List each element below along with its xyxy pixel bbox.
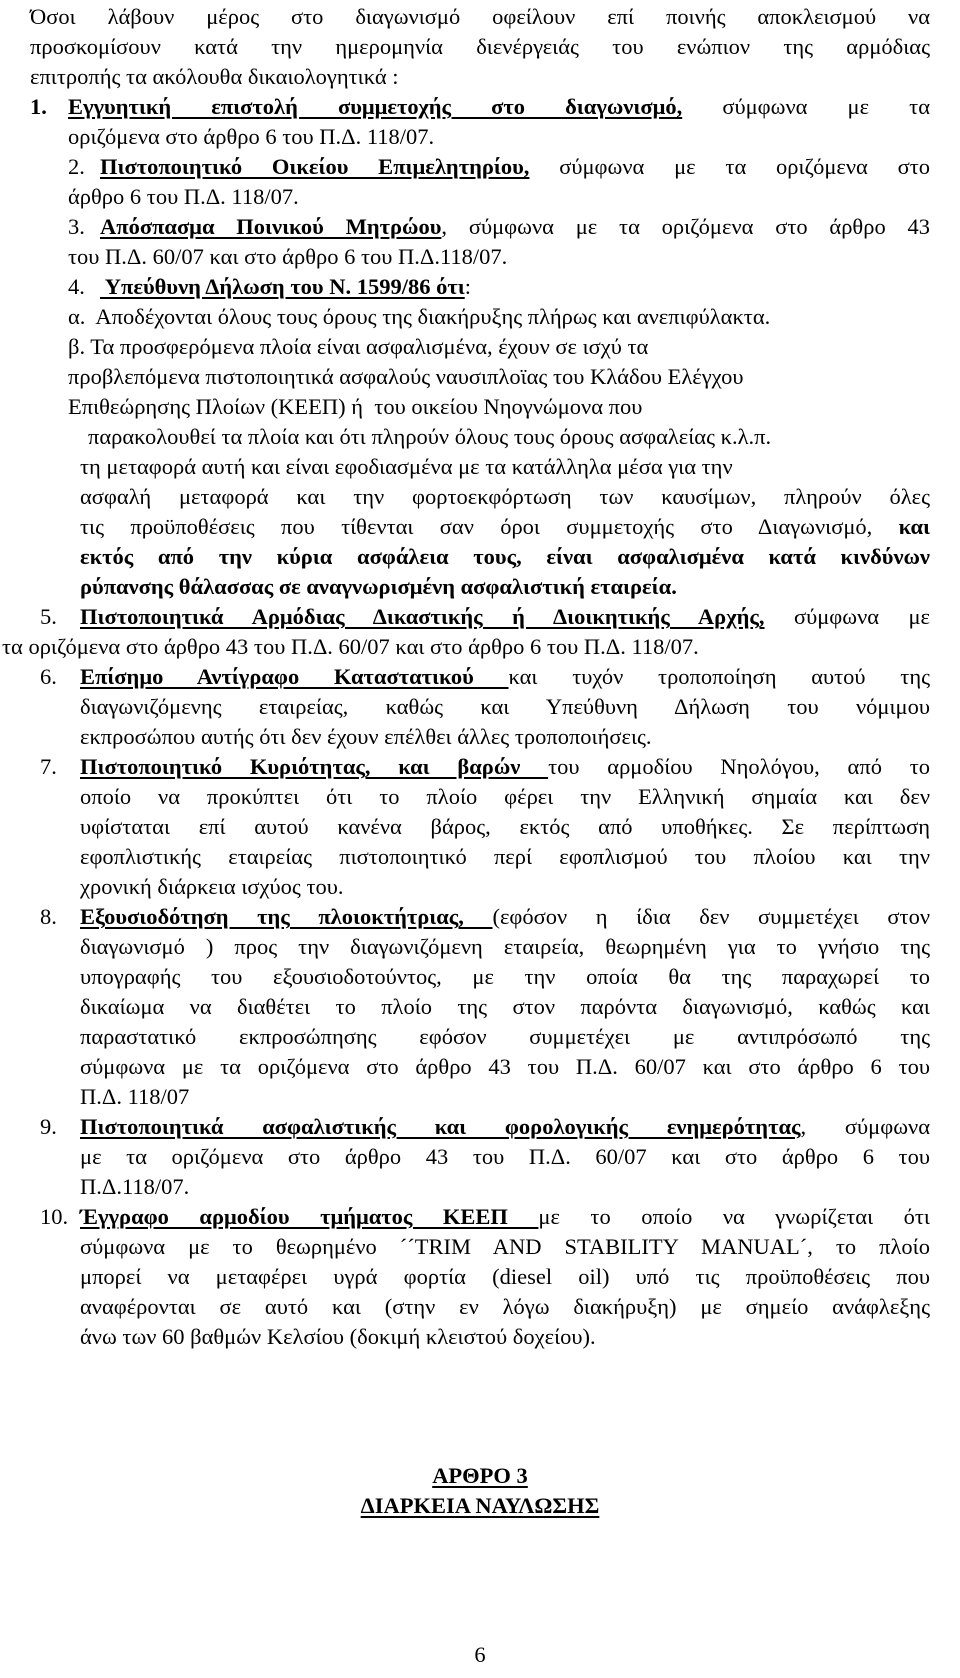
item-line: σύμφωνα με τα οριζόμενα στο άρθρο 43 του Π.Δ. 60/07 και στο άρθρο 6 του: [80, 1054, 930, 1079]
item-line: παρακολουθεί τα πλοία και ότι πληρούν όλους τους όρους ασφαλείας κ.λ.π.: [88, 424, 772, 449]
item-line: εκτός από την κύρια ασφάλεια τους, είναι ασφαλισμένα κατά κινδύνων: [80, 544, 930, 569]
item-number: 5.: [40, 604, 57, 629]
list-item: [68, 92, 930, 122]
list-item: [80, 1112, 930, 1142]
item-number: 8.: [40, 904, 57, 929]
item-line: διαγωνιζόμενης εταιρείας, καθώς και Υπεύθυνη Δήλωση του νόμιμου: [80, 694, 930, 719]
item-title: Υπεύθυνη Δήλωση του Ν. 1599/86 ότι: [100, 274, 465, 299]
item-text: , σύμφωνα: [800, 1114, 930, 1139]
intro-line: προσκομίσουν κατά την ημερομηνία διενέργειάς του ενώπιον της αρμόδιας: [30, 34, 930, 59]
item-line: άρθρο 6 του Π.Δ. 118/07.: [68, 184, 299, 209]
list-item: [80, 1202, 930, 1232]
item-line: δικαίωμα να διαθέτει το πλοίο της στον παρόντα διαγωνισμό, καθώς και: [80, 994, 930, 1019]
article-heading: [0, 1461, 960, 1491]
item-number: 3.: [68, 214, 85, 239]
item-line: άνω των 60 βαθμών Κελσίου (δοκιμή κλειστού δοχείου).: [80, 1324, 596, 1349]
item-line: αναφέρονται σε αυτό και (στην εν λόγω διακήρυξη) με σημείο ανάφλεξης: [80, 1294, 930, 1319]
item-text: τις προϋποθέσεις που τίθενται σαν όροι συμμετοχής στο Διαγωνισμό,: [80, 514, 873, 539]
item-text: σύμφωνα με: [764, 604, 930, 629]
item-text: (εφόσον η ίδια δεν συμμετέχει στον: [492, 904, 930, 929]
article-title: ΔΙΑΡΚΕΙΑ ΝΑΥΛΩΣΗΣ: [360, 1493, 600, 1518]
article-number: ΑΡΘΡΟ 3: [432, 1463, 528, 1488]
item-title: Πιστοποιητικά ασφαλιστικής και φορολογικής ενημερότητας: [80, 1114, 801, 1139]
item-text: , σύμφωνα με τα οριζόμενα στο άρθρο 43: [441, 214, 930, 239]
item-line: του Π.Δ. 60/07 και στο άρθρο 6 του Π.Δ.118/07.: [68, 244, 508, 269]
intro-line: Όσοι λάβουν μέρος στο διαγωνισμό οφείλουν επί ποινής αποκλεισμού να: [30, 4, 930, 29]
item-text: σύμφωνα με τα: [682, 94, 930, 119]
item-title: Απόσπασμα Ποινικού Μητρώου: [100, 214, 442, 239]
item-title: Εγγυητική επιστολή συμμετοχής στο διαγωνισμό,: [68, 94, 683, 119]
intro-line: επιτροπής τα ακόλουθα δικαιολογητικά :: [30, 64, 399, 89]
list-item: [80, 902, 930, 932]
item-number: 2.: [68, 154, 85, 179]
item-title: Εξουσιοδότηση της πλοιοκτήτριας,: [80, 904, 493, 929]
item-line: χρονική διάρκεια ισχύος του.: [80, 874, 344, 899]
item-text: και τυχόν τροποποίηση αυτού της: [508, 664, 930, 689]
item-title: Πιστοποιητικό Κυριότητας, και βαρών: [80, 754, 549, 779]
sub-item-b: β. Τα προσφερόμενα πλοία είναι ασφαλισμένα, έχουν σε ισχύ τα: [68, 334, 649, 359]
item-title: Πιστοποιητικό Οικείου Επιμελητηρίου,: [100, 154, 530, 179]
item-line: παραστατικό εκπροσώπησης εφόσον συμμετέχει με αντιπρόσωπό της: [80, 1024, 930, 1049]
list-item: [80, 602, 930, 632]
item-title: Έγγραφο αρμοδίου τμήματος ΚΕΕΠ: [80, 1204, 539, 1229]
item-text-bold: και: [872, 514, 930, 539]
item-line: υφίσταται επί αυτού κανένα βάρος, εκτός από υποθήκες. Σε περίπτωση: [80, 814, 930, 839]
item-line: Π.Δ. 118/07: [80, 1084, 190, 1109]
item-line: τη μεταφορά αυτή και είναι εφοδιασμένα με τα κατάλληλα μέσα για την: [80, 454, 733, 479]
item-title: Επίσημο Αντίγραφο Καταστατικού: [80, 664, 509, 689]
item-line: Επιθεώρησης Πλοίων (ΚΕΕΠ) ή του οικείου Νηογνώμονα που: [68, 394, 643, 419]
item-title: Πιστοποιητικά Αρμόδιας Δικαστικής ή Διοικητικής Αρχής,: [80, 604, 765, 629]
item-text: του αρμοδίου Νηολόγου, από το: [548, 754, 930, 779]
item-line: σύμφωνα με το θεωρημένο ´´TRIM AND STABILITY MANUAL´, το πλοίο: [80, 1234, 930, 1259]
list-item: [100, 212, 930, 242]
item-number: 6.: [40, 664, 57, 689]
item-number: 7.: [40, 754, 57, 779]
list-item: [80, 752, 930, 782]
page-number: 6: [474, 1642, 486, 1667]
list-item: [100, 272, 471, 302]
item-line: υπογραφής του εξουσιοδοτούντος, με την οποία θα της παραχωρεί το: [80, 964, 930, 989]
list-item: [100, 152, 930, 182]
item-line: εφοπλιστικής εταιρείας πιστοποιητικό περί εφοπλισμού του πλοίου και την: [80, 844, 930, 869]
item-line: οριζόμενα στο άρθρο 6 του Π.Δ. 118/07.: [68, 124, 435, 149]
sub-item-a: α. Αποδέχονται όλους τους όρους της διακήρυξης πλήρως και ανεπιφύλακτα.: [68, 304, 771, 329]
item-line: προβλεπόμενα πιστοποιητικά ασφαλούς ναυσιπλοϊας του Κλάδου Ελέγχου: [68, 364, 744, 389]
item-line: τα οριζόμενα στο άρθρο 43 του Π.Δ. 60/07 και στο άρθρο 6 του Π.Δ. 118/07.: [2, 634, 699, 659]
item-line: Π.Δ.118/07.: [80, 1174, 190, 1199]
item-line: εκπροσώπου αυτής ότι δεν έχουν επέλθει άλλες τροποποιήσεις.: [80, 724, 652, 749]
article-title-row: [0, 1491, 960, 1521]
item-number: 4.: [68, 274, 85, 299]
item-number: 9.: [40, 1114, 57, 1139]
item-text: σύμφωνα με τα οριζόμενα στο: [529, 154, 931, 179]
item-line: [80, 512, 930, 542]
item-line: οποίο να προκύπτει ότι το πλοίο φέρει την Ελληνική σημαία και δεν: [80, 784, 930, 809]
item-line: μπορεί να μεταφέρει υγρά φορτία (diesel oil) υπό τις προϋποθέσεις που: [80, 1264, 930, 1289]
item-line: με τα οριζόμενα στο άρθρο 43 του Π.Δ. 60/07 και στο άρθρο 6 του: [80, 1144, 930, 1169]
item-line: ασφαλή μεταφορά και την φορτοεκφόρτωση των καυσίμων, πληρούν όλες: [80, 484, 930, 509]
item-text: με το οποίο να γνωρίζεται ότι: [538, 1204, 930, 1229]
item-text: :: [464, 274, 471, 299]
list-item: [80, 662, 930, 692]
item-line: διαγωνισμό ) προς την διαγωνιζόμενη εταιρεία, θεωρημένη για το γνήσιο της: [80, 934, 930, 959]
item-line: ρύπανσης θάλασσας σε αναγνωρισμένη ασφαλιστική εταιρεία.: [80, 574, 677, 599]
item-number: 1.: [30, 94, 47, 119]
item-number: 10.: [40, 1204, 69, 1229]
